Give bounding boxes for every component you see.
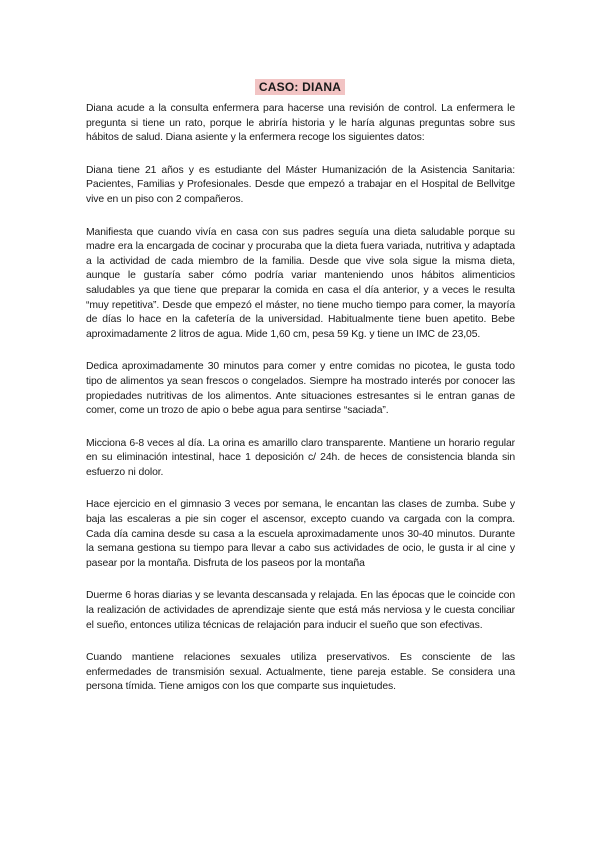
document-title: CASO: DIANA xyxy=(255,79,345,95)
paragraph-background: Diana tiene 21 años y es estudiante del Máster Humanización de la Asistencia Sanitaria: Pacientes, Familias y Profesionales. Desde que empezó a trabajar en el Hospital de Bellvitge vive en un piso con 2 compañeros. xyxy=(86,164,515,205)
paragraph-elimination: Micciona 6-8 veces al día. La orina es amarillo claro transparente. Mantiene un horario regular en su eliminación intestinal, hace 1 deposición c/ 24h. de heces de consistencia blanda sin esfuerzo ni dolor. xyxy=(86,437,515,478)
paragraph-intro: Diana acude a la consulta enfermera para hacerse una revisión de control. La enfermera le pregunta si tiene un rato, porque le abriría historia y le haría algunas preguntas sobre sus hábitos de salud. Diana asiente y la enfermera recoge los siguientes datos: xyxy=(86,103,515,144)
paragraph-sleep: Duerme 6 horas diarias y se levanta descansada y relajada. En las épocas que le coincide con la realización de actividades de aprendizaje siente que está más nerviosa y le cuesta conciliar el sueño, entonces utiliza técnicas de relajación para inducir el sueño que son efectivas. xyxy=(86,590,515,631)
paragraph-activity: Hace ejercicio en el gimnasio 3 veces por semana, le encantan las clases de zumba. Sube y baja las escaleras a pie sin coger el ascensor, excepto cuando va cargada con la compra. Cada día camina desde su casa a la escuela aproximadamente unos 30-40 minutos. Durante la semana gestiona su tiempo para llevar a cabo sus actividades de ocio, le gusta ir al cine y pasear por la montaña. Disfruta de los paseos por la montaña xyxy=(86,499,515,569)
document-body xyxy=(86,102,515,713)
paragraph-nutrition: Manifiesta que cuando vivía en casa con sus padres seguía una dieta saludable porque su madre era la encargada de cocinar y procuraba que la dieta fuera variada, nutritiva y adaptada a la actividad de cada miembro de la familia. Desde que vive sola sigue la misma dieta, aunque le gustaría saber cómo podría variar manteniendo unos hábitos alimenticios saludables ya que tiene que preparar la comida en casa el día anterior, y a veces le resulta “muy repetitiva”. Desde que empezó el máster, no tiene mucho tiempo para comer, la mayoría de días lo hace en la cafetería de la universidad. Habitualmente tiene buen apetito. Bebe aproximadamente 2 litros de agua. Mide 1,60 cm, pesa 59 Kg. y tiene un IMC de 23,05. xyxy=(86,226,515,340)
paragraph-sexuality: Cuando mantiene relaciones sexuales utiliza preservativos. Es consciente de las enfermedades de transmisión sexual. Actualmente, tiene pareja estable. Se considera una persona tímida. Tiene amigos con los que comparte sus inquietudes. xyxy=(86,652,515,693)
paragraph-eating-habits: Dedica aproximadamente 30 minutos para comer y entre comidas no picotea, le gusta todo tipo de alimentos ya sean frescos o congelados. Siempre ha mostrado interés por conocer las propiedades nutritivas de los alimentos. Ante situaciones estresantes si le entran ganas de comer, come un trozo de apio o bebe agua para sentirse “saciada”. xyxy=(86,361,515,417)
title-container xyxy=(0,78,600,96)
